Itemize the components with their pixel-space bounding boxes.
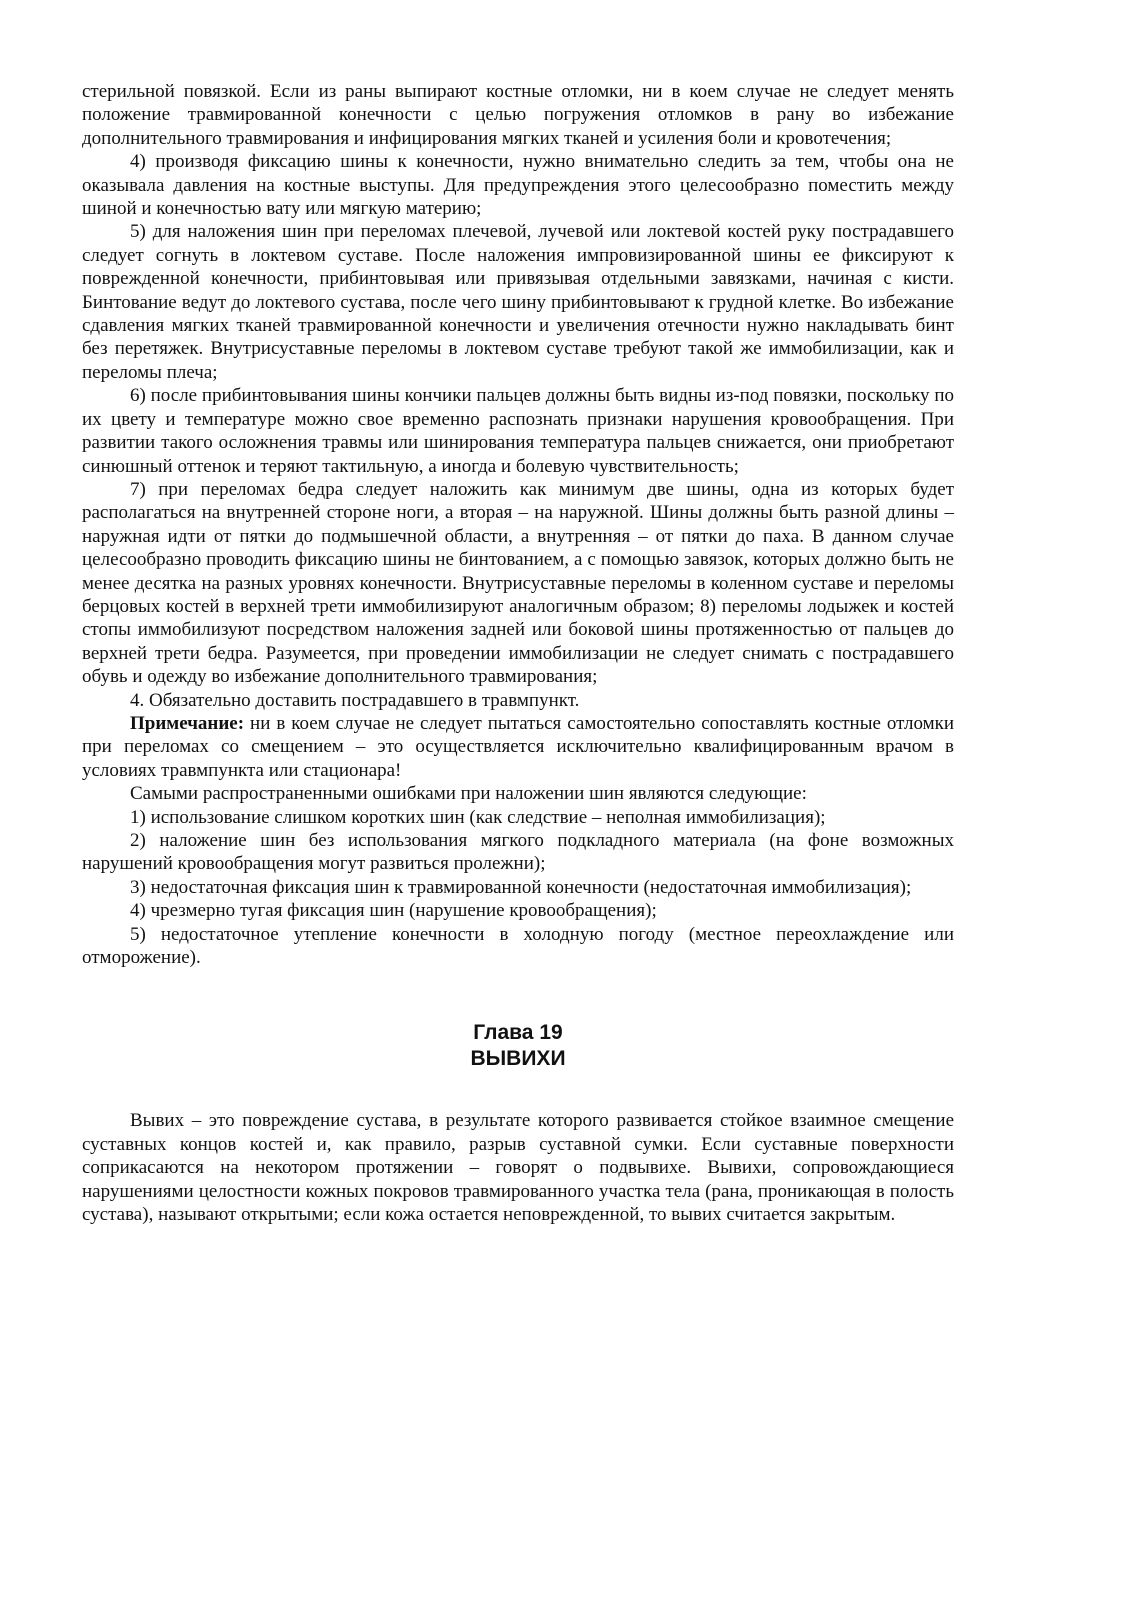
- chapter-title: ВЫВИХИ: [470, 1047, 566, 1071]
- chapter-number: Глава 19: [473, 1021, 563, 1045]
- paragraph-item-7: 7) при переломах бедра следует наложить как минимум две шины, одна из которых будет располагаться на внутренней стороне ноги, а вторая – на наружной. Шины должны быть разной длины – наружная идти от пятки до подмышечной области, а внутренняя – от пятки до паха. В данном случае целесообразно проводить фиксацию шины не бинтованием, а с помощью завязок, которых должно быть не менее десятка на разных уровнях конечности. Внутрисуставные переломы в коленном суставе и переломы берцовых костей в верхней трети иммобилизируют аналогичным образом; 8) переломы лодыжек и костей стопы иммобилизуют посредством наложения задней или боковой шины протяженностью от пальцев до верхней трети бедра. Разумеется, при проведении иммобилизации не следует снимать с пострадавшего обувь и одежду во избежание дополнительного травмирования;: [82, 478, 954, 688]
- paragraph-item-5: 5) для наложения шин при переломах плечевой, лучевой или локтевой костей руку пострадавшего следует согнуть в локтевом суставе. После наложения импровизированной шины ее фиксируют к поврежденной конечности, прибинтовывая или привязывая отдельными завязками, начиная с кисти. Бинтование ведут до локтевого сустава, после чего шину прибинтовывают к грудной клетке. Во избежание сдавления мягких тканей травмированной конечности и увеличения отечности нужно накладывать бинт без перетяжек. Внутрисуставные переломы в локтевом суставе требуют такой же иммобилизации, как и переломы плеча;: [82, 221, 954, 383]
- note-text: ни в коем случае не следует пытаться самостоятельно сопоставлять костные отломки при переломах со смещением – это осуществляется исключительно квалифицированным врачом в условиях травмпункта или стационара!: [82, 712, 954, 781]
- note-label: Примечание:: [130, 712, 245, 734]
- note-paragraph: [82, 712, 954, 782]
- chapter-intro-paragraph: Вывих – это повреждение сустава, в результате которого развивается стойкое взаимное смещение суставных концов костей и, как правило, разрыв суставной сумки. Если суставные поверхности соприкасаются на некотором протяжении – говорят о подвывихе. Вывихи, сопровождающиеся нарушениями целостности кожных покровов травмированного участка тела (рана, проникающая в полость сустава), называют открытыми; если кожа остается неповрежденной, то вывих считается закрытым.: [82, 1110, 954, 1226]
- error-item-4: 4) чрезмерно тугая фиксация шин (нарушение кровообращения);: [130, 900, 657, 922]
- paragraph-item-6: 6) после прибинтовывания шины кончики пальцев должны быть видны из-под повязки, поскольку по их цвету и температуре можно свое временно распознать признаки нарушения кровообращения. При развитии такого осложнения травмы или шинирования температура пальцев снижается, они приобретают синюшный оттенок и теряют тактильную, а иногда и болевую чувствительность;: [82, 385, 954, 477]
- paragraph-continued: стерильной повязкой. Если из раны выпирают костные отломки, ни в коем случае не следует менять положение травмированной конечности с целью погружения отломков в рану во избежание дополнительного травмирования и инфицирования мягких тканей и усиления боли и кровотечения;: [82, 81, 954, 149]
- paragraph-item-4: 4) производя фиксацию шины к конечности, нужно внимательно следить за тем, чтобы она не оказывала давления на костные выступы. Для предупреждения этого целесообразно поместить между шиной и конечностью вату или мягкую материю;: [82, 151, 954, 220]
- document-page: [82, 80, 954, 1226]
- errors-intro: Самыми распространенными ошибками при наложении шин являются следующие:: [130, 783, 807, 805]
- paragraph-step-4: 4. Обязательно доставить пострадавшего в травмпункт.: [130, 689, 580, 711]
- error-item-2: 2) наложение шин без использования мягкого подкладного материала (на фоне возможных нарушений кровообращения могут развиться пролежни);: [82, 830, 954, 875]
- chapter-heading: [82, 1020, 954, 1072]
- error-item-1: 1) использование слишком коротких шин (как следствие – неполная иммобилизация);: [130, 806, 826, 828]
- error-item-3: 3) недостаточная фиксация шин к травмированной конечности (недостаточная иммобилизация);: [130, 876, 912, 898]
- error-item-5: 5) недостаточное утепление конечности в холодную погоду (местное переохлаждение или отморожение).: [82, 923, 954, 969]
